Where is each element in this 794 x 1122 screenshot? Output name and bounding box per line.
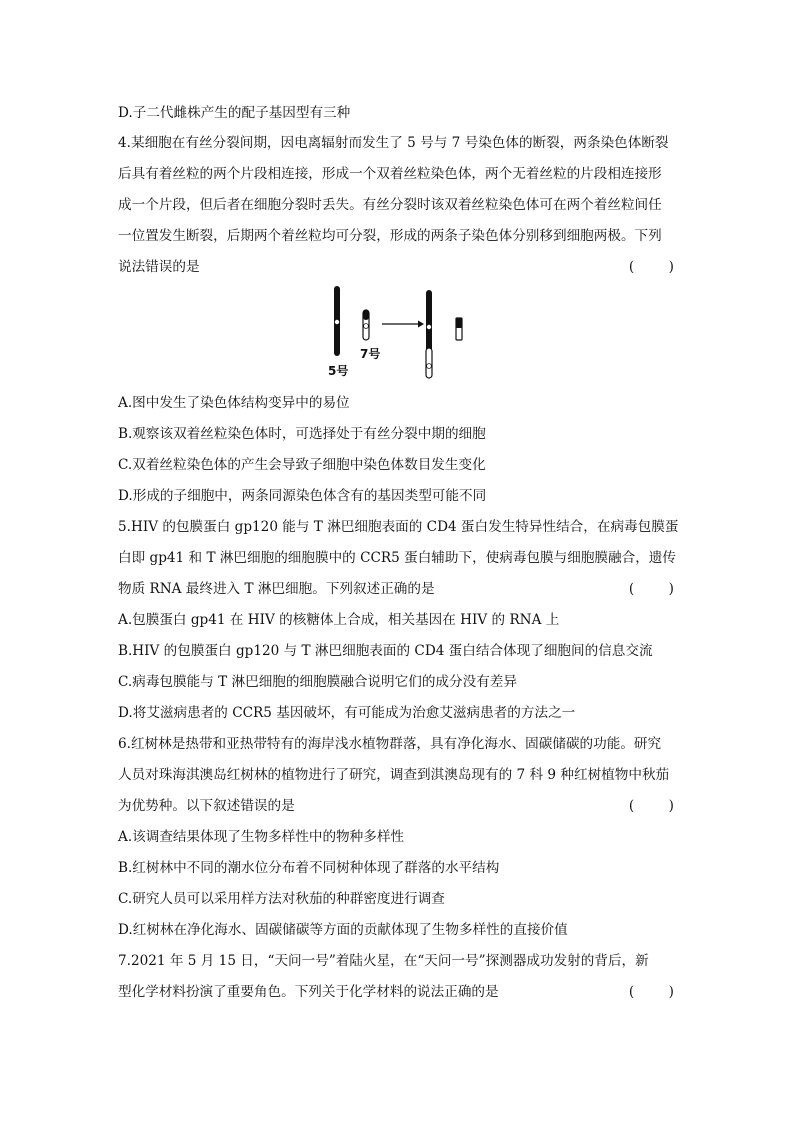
text-line <box>118 226 678 246</box>
text-line <box>118 486 678 506</box>
line-text: D.红树林在净化海水、固碳储碳等方面的贡献体现了生物多样性的直接价值 <box>118 922 568 938</box>
text-line <box>118 195 678 215</box>
line-text: 型化学材料扮演了重要角色。下列关于化学材料的说法正确的是 <box>118 984 499 1000</box>
text-line <box>118 672 678 692</box>
line-text: 后具有着丝粒的两个片段相连接，形成一个双着丝粒染色体，两个无着丝粒的片段相连接形 <box>118 166 662 182</box>
line-text: C.病毒包膜能与 T 淋巴细胞的细胞膜融合说明它们的成分没有差异 <box>118 674 517 690</box>
centromere-5 <box>334 319 339 324</box>
line-text: 4.某细胞在有丝分裂间期，因电离辐射而发生了 5 号与 7 号染色体的断裂，两条染色体断裂 <box>118 135 669 151</box>
text-line <box>118 579 678 599</box>
text-line <box>118 641 678 661</box>
chromosome-figure <box>320 282 480 382</box>
text-line <box>118 982 678 1002</box>
text-line <box>118 858 678 878</box>
text-line <box>118 796 678 816</box>
text-line <box>118 103 678 123</box>
line-text: 白即 gp41 和 T 淋巴细胞的细胞膜中的 CCR5 蛋白辅助下，使病毒包膜与细胞膜融合，遗传 <box>118 550 676 566</box>
answer-blank: ( ) <box>628 581 674 597</box>
centromere-7 <box>364 324 369 329</box>
line-text: D.形成的子细胞中，两条同源染色体含有的基因类型可能不同 <box>118 488 487 504</box>
text-line <box>118 455 678 475</box>
text-line <box>118 920 678 940</box>
line-text: 一位置发生断裂，后期两个着丝粒均可分裂，形成的两条子染色体分别移到细胞两极。下列 <box>118 228 662 244</box>
line-text: B.HIV 的包膜蛋白 gp120 与 T 淋巴细胞表面的 CD4 蛋白结合体现了细胞间的信息交流 <box>118 643 653 659</box>
line-text: D.子二代雌株产生的配子基因型有三种 <box>118 105 351 121</box>
text-line <box>118 734 678 754</box>
line-text: 6.红树林是热带和亚热带特有的海岸浅水植物群落，具有净化海水、固碳储碳的功能。研究 <box>118 736 662 752</box>
text-line <box>118 424 678 444</box>
text-line <box>118 164 678 184</box>
line-text: C.研究人员可以采用样方法对秋茄的种群密度进行调查 <box>118 891 445 907</box>
line-text: A.图中发生了染色体结构变异中的易位 <box>118 395 350 411</box>
line-text: 人员对珠海淇澳岛红树林的植物进行了研究，调查到淇澳岛现有的 7 科 9 种红树植物中秋茄 <box>118 767 670 783</box>
text-line <box>118 951 678 971</box>
line-text: C.双着丝粒染色体的产生会导致子细胞中染色体数目发生变化 <box>118 457 486 473</box>
line-text: A.该调查结果体现了生物多样性中的物种多样性 <box>118 829 405 845</box>
centromere-b <box>427 364 432 369</box>
text-line <box>118 133 678 153</box>
text-line <box>118 889 678 909</box>
line-text: 物质 RNA 最终进入 T 淋巴细胞。下列叙述正确的是 <box>118 581 435 597</box>
text-line <box>118 703 678 723</box>
label-chromosome-5: 5号 <box>328 364 349 378</box>
line-text: 成一个片段，但后者在细胞分裂时丢失。有丝分裂时该双着丝粒染色体可在两个着丝粒间任 <box>118 197 662 213</box>
line-text: 说法错误的是 <box>118 259 200 275</box>
line-text: D.将艾滋病患者的 CCR5 基因破坏，有可能成为治愈艾滋病患者的方法之一 <box>118 705 576 721</box>
text-line <box>118 765 678 785</box>
label-chromosome-7: 7号 <box>360 347 381 361</box>
line-text: B.观察该双着丝粒染色体时，可选择处于有丝分裂中期的细胞 <box>118 426 486 442</box>
line-text: A.包膜蛋白 gp41 在 HIV 的核糖体上合成，相关基因在 HIV 的 RNA 上 <box>118 612 560 628</box>
answer-blank: ( ) <box>628 984 674 1000</box>
text-line <box>118 610 678 630</box>
text-line <box>118 393 678 413</box>
line-text: 为优势种。以下叙述错误的是 <box>118 798 295 814</box>
answer-blank: ( ) <box>628 798 674 814</box>
line-text: 5.HIV 的包膜蛋白 gp120 能与 T 淋巴细胞表面的 CD4 蛋白发生特异性结合，在病毒包膜蛋 <box>118 519 679 535</box>
text-line <box>118 548 678 568</box>
text-line <box>118 827 678 847</box>
line-text: B.红树林中不同的潮水位分布着不同树种体现了群落的水平结构 <box>118 860 500 876</box>
line-text: 7.2021 年 5 月 15 日，“天问一号”着陆火星，在“天问一号”探测器成功发射的背后，新 <box>118 953 649 969</box>
centromere-a <box>426 324 431 329</box>
answer-blank: ( ) <box>628 259 674 275</box>
text-line <box>118 257 678 277</box>
text-line <box>118 517 678 537</box>
